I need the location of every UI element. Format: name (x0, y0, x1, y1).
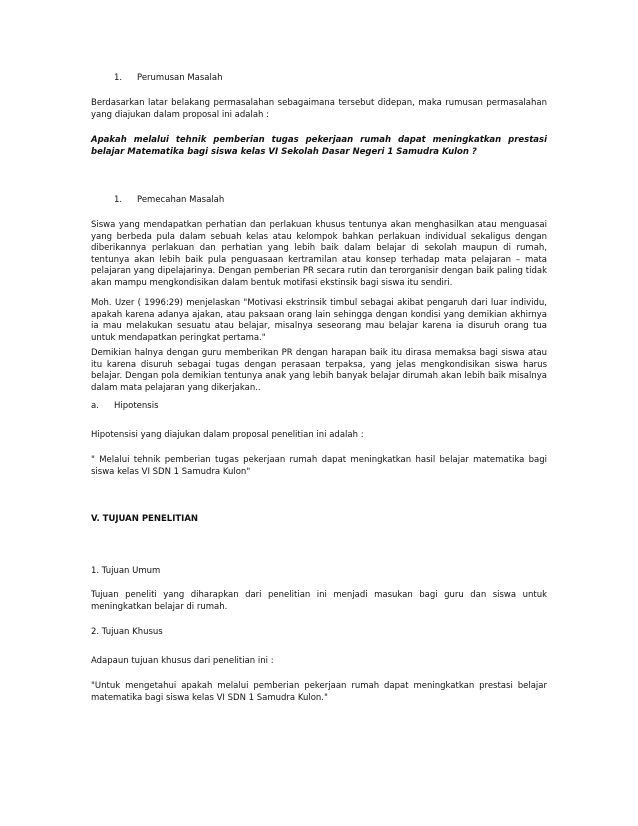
hipotesis-intro: Hipotensisi yang diajukan dalam proposal penelitian ini adalah : (91, 430, 364, 440)
rumusan-heading (114, 73, 570, 85)
rumusan-label: Perumusan Masalah (137, 73, 223, 83)
pemecahan-paragraph-1: Siswa yang mendapatkan perhatian dan perlakuan khusus tentunya akan menghasilkan atau menguasai yang berbeda pula dalam sebuah kelas atau kelompok bahkan perlakuan individual sekaligus dengan diberikannya perlakuan dan perhatian yang lebih baik dalam belajar di sekolah maupun di rumah, tentunya akan lebih baik pula penguasaan kertramilan atau konsep terhadap mata pelajaran – mata pelajaran yang dipelajarinya. Dengan pemberian PR secara rutin dan terorganisir dengan baik paling tidak akan mampu mengkondisikan dalam bentuk motifasi ekstinsik bagi siswa itu sendiri. (91, 220, 547, 288)
hipotesis-heading (91, 401, 547, 413)
hipotesis-text: " Melalui tehnik pemberian tugas pekerjaan rumah dapat meningkatkan hasil belajar matematika bagi siswa kelas VI SDN 1 Samudra Kulon" (91, 455, 547, 477)
rumusan-question: Apakah melalui tehnik pemberian tugas pekerjaan rumah dapat meningkatkan prestasi belajar Matematika bagi siswa kelas VI Sekolah Dasar Negeri 1 Samudra Kulon ? (91, 135, 547, 157)
pemecahan-heading (114, 195, 570, 207)
rumusan-number: 1. (114, 73, 123, 83)
rumusan-text: Berdasarkan latar belakang permasalahan sebagaimana tersebut didepan, maka rumusan permasalahan yang diajukan dalam proposal ini adalah : (91, 98, 547, 120)
hipotesis-letter: a. (91, 401, 99, 411)
pemecahan-number: 1. (114, 195, 123, 205)
pemecahan-paragraph-3: Demikian halnya dengan guru memberikan PR dengan harapan baik itu dirasa memaksa bagi siswa atau itu karena disuruh sebagai tugas dengan perasaan terpaksa, yang jelas mengkondisikan siswa harus belajar. Dengan pola demikian tentunya anak yang lebih banyak belajar dirumah akan lebih baik misalnya dalam mata pelajaran yang dikerjakan.. (91, 348, 547, 393)
tujuan-khusus-heading: 2. Tujuan Khusus (91, 627, 163, 637)
pemecahan-label: Pemecahan Masalah (137, 195, 225, 205)
tujuan-umum-text: Tujuan peneliti yang diharapkan dari penelitian ini menjadi masukan bagi guru dan siswa untuk meningkatkan belajar di rumah. (91, 590, 547, 612)
tujuan-khusus-intro: Adapaun tujuan khusus dari penelitian ini : (91, 656, 274, 666)
hipotesis-label: Hipotensis (114, 401, 159, 411)
section-title: V. TUJUAN PENELITIAN (91, 514, 199, 524)
pemecahan-paragraph-2: Moh. Uzer ( 1996:29) menjelaskan "Motivasi ekstrinsik timbul sebagai akibat pengaruh dari luar individu, apakah karena adanya ajakan, atau paksaan orang lain sehingga dengan kondisi yang demikian akhirnya ia mau melakukan sesuatu atau belajar, misalnya seseorang mau belajar karena ia disuruh orang tua untuk mendapatkan peringkat pertama." (91, 298, 547, 343)
tujuan-umum-heading: 1. Tujuan Umum (91, 566, 161, 576)
tujuan-khusus-text: "Untuk mengetahui apakah melalui pemberian pekerjaan rumah dapat meningkatkan prestasi belajar matematika bagi siswa kelas VI SDN 1 Samudra Kulon." (91, 681, 547, 703)
